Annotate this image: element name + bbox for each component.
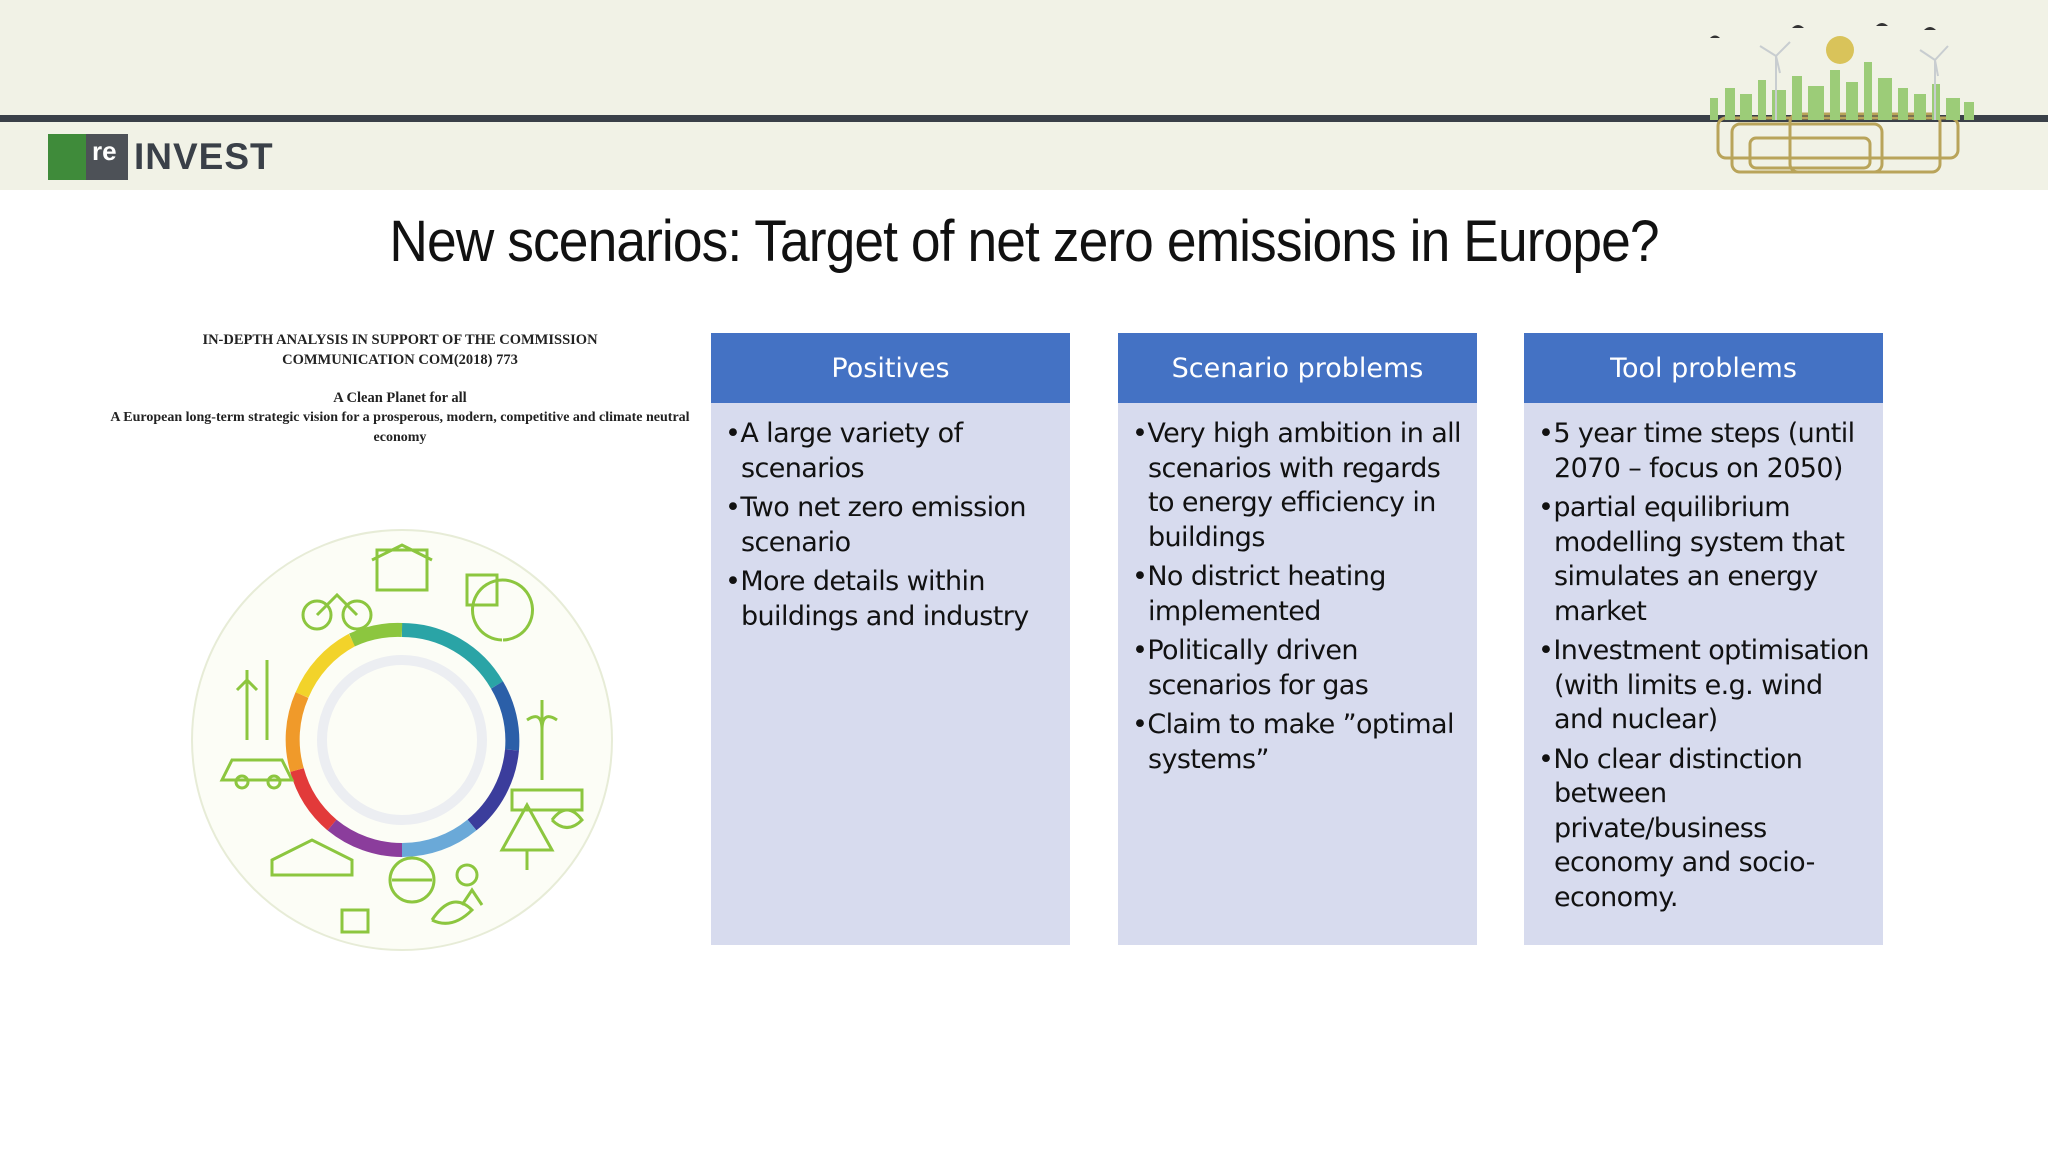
city-skyline-illustration	[1680, 18, 2000, 183]
reinvest-logo	[48, 132, 274, 182]
report-heading	[100, 330, 700, 370]
report-cover	[100, 330, 700, 970]
positives-header: Positives	[711, 333, 1070, 403]
report-heading-line2: COMMUNICATION COM(2018) 773	[282, 352, 518, 368]
list-item: • 5 year time steps (until 2070 – focus on 2050)	[1538, 417, 1873, 486]
logo-wordmark: INVEST	[134, 136, 274, 177]
tool-problems-header: Tool problems	[1524, 333, 1883, 403]
tool-problems-list	[1524, 403, 1883, 915]
list-item: • Investment optimisation (with limits e.g. wind and nuclear)	[1538, 634, 1873, 738]
positives-list	[711, 403, 1070, 634]
list-item: • No district heating implemented	[1132, 560, 1467, 629]
list-item: • Claim to make ”optimal systems”	[1132, 708, 1467, 777]
slide-title: New scenarios: Target of net zero emissions in Europe?	[389, 209, 1659, 274]
report-subtitle-text: A European long-term strategic vision for a prosperous, modern, competitive and climate neutral economy	[110, 410, 690, 445]
scenario-problems-header: Scenario problems	[1118, 333, 1477, 403]
positives-column	[711, 333, 1070, 945]
list-item: • Very high ambition in all scenarios with regards to energy efficiency in buildings	[1132, 417, 1467, 555]
list-item: • No clear distinction between private/business economy and socio-economy.	[1538, 743, 1873, 916]
report-heading-line1: IN-DEPTH ANALYSIS IN SUPPORT OF THE COMMISSION	[202, 332, 598, 348]
tool-problems-column	[1524, 333, 1883, 945]
list-item: • Two net zero emission scenario	[725, 491, 1060, 560]
logo-re-text: re	[92, 136, 117, 166]
scenario-problems-column	[1118, 333, 1477, 945]
logo-mark	[48, 134, 128, 180]
list-item: • More details within buildings and industry	[725, 565, 1060, 634]
circular-economy-icon-wheel	[182, 520, 622, 960]
report-subtitle-title: A Clean Planet for all	[333, 390, 467, 406]
list-item: • partial equilibrium modelling system that simulates an energy market	[1538, 491, 1873, 629]
list-item: • Politically driven scenarios for gas	[1132, 634, 1467, 703]
list-item: • A large variety of scenarios	[725, 417, 1060, 486]
scenario-problems-list	[1118, 403, 1477, 777]
